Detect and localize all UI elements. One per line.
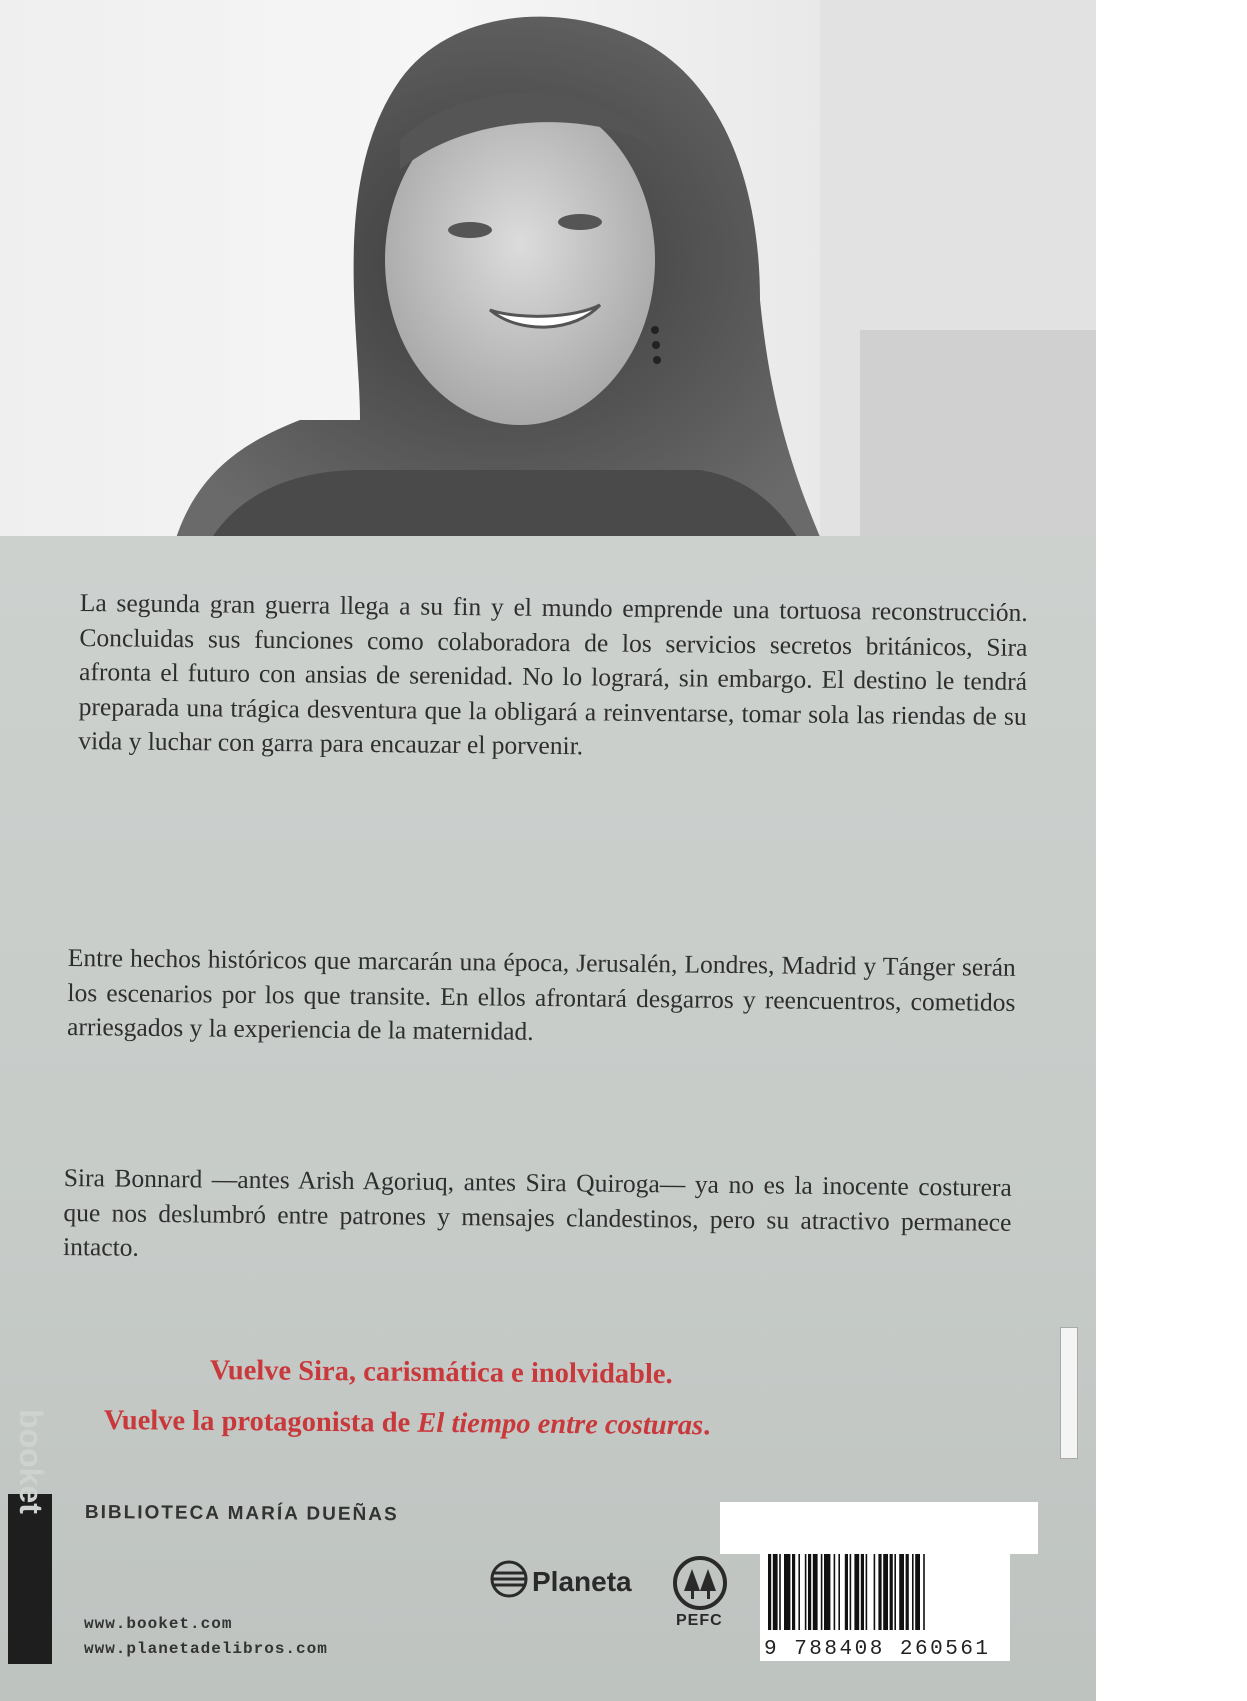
isbn-digits: 9 788408 260561 [764,1638,991,1661]
tagline-line-1: Vuelve Sira, carismática e inolvidable. [209,1354,673,1391]
barcode-bar [792,1550,795,1630]
planeta-url[interactable]: www.planetadelibros.com [84,1640,328,1658]
barcode-bar [883,1550,888,1630]
barcode-bar [808,1550,811,1630]
pefc-tree-icon [672,1555,728,1611]
barcode-bar [890,1550,893,1630]
synopsis-paragraph-1: La segunda gran guerra llega a su fin y el mundo emprende una tortuosa reconstrucción. Concluidas sus funciones como colaboradora de los servicios secretos británicos, Sira afronta el futuro con ansias de serenidad. No lo logrará, sin embargo. El destino le tendrá preparada una trágica desventura que la obligará a reinventarse, tomar sola las riendas de su vida y luchar con garra para encauzar el porvenir. [78,587,1028,761]
synopsis-paragraph-2: Entre hechos históricos que marcarán una época, Jerusalén, Londres, Madrid y Tánger serán los escenarios por los que transite. En ellos afrontará desgarros y reencuentros, cometidos arriesgados y la experiencia de la maternidad. [66,942,1016,1046]
barcode-bar [906,1550,909,1630]
synopsis-paragraph-3: Sira Bonnard —antes Arish Agoriuq, antes Sira Quiroga— ya no es la inocente costurera que nos deslumbró entre patrones y mensajes clandestinos, pero su atractivo permanece intacto. [62,1162,1012,1262]
barcode-bar [878,1550,881,1630]
barcode-bar [854,1550,859,1630]
barcode-bar [923,1550,925,1630]
barcode-bar [805,1550,807,1630]
tagline-prefix: Vuelve la protagonista de [103,1404,418,1439]
barcode-bar [813,1550,818,1630]
barcode-bar [834,1550,836,1630]
barcode-bar [824,1550,830,1630]
barcode-bar [768,1550,771,1630]
booket-url[interactable]: www.booket.com [84,1615,233,1633]
barcode-bar [915,1550,920,1630]
author-photo [0,0,1096,560]
planeta-logo-text: Planeta [532,1566,632,1597]
booket-logo [8,1409,52,1664]
barcode-bar [773,1550,778,1630]
barcode-bar [838,1550,840,1630]
barcode-bar [912,1550,914,1630]
barcode-bar [845,1550,848,1630]
barcode-bar [779,1550,781,1630]
barcode-bar [850,1550,852,1630]
barcode-bar [866,1550,868,1630]
author-portrait-image [0,0,1096,560]
barcode-bar [874,1550,876,1630]
novel-title: El tiempo entre costuras [417,1407,704,1442]
barcode-bar [861,1550,864,1630]
barcode-bar [899,1550,904,1630]
barcode-bar [821,1550,823,1630]
pefc-logo-text: PEFC [676,1612,723,1629]
price-label-blank [720,1502,1038,1554]
planeta-globe-icon [490,1560,528,1598]
barcode-bar [784,1550,790,1630]
barcode-bar [798,1550,800,1630]
tagline-suffix: . [703,1410,711,1442]
booket-logo-text: booket [13,1409,49,1514]
barcode-bar [894,1550,896,1630]
edge-sticker [1060,1327,1078,1459]
barcode-bars [760,1546,1010,1636]
collection-label: BIBLIOTECA MARÍA DUEÑAS [84,1502,399,1526]
tagline-line-2 [104,1402,711,1445]
